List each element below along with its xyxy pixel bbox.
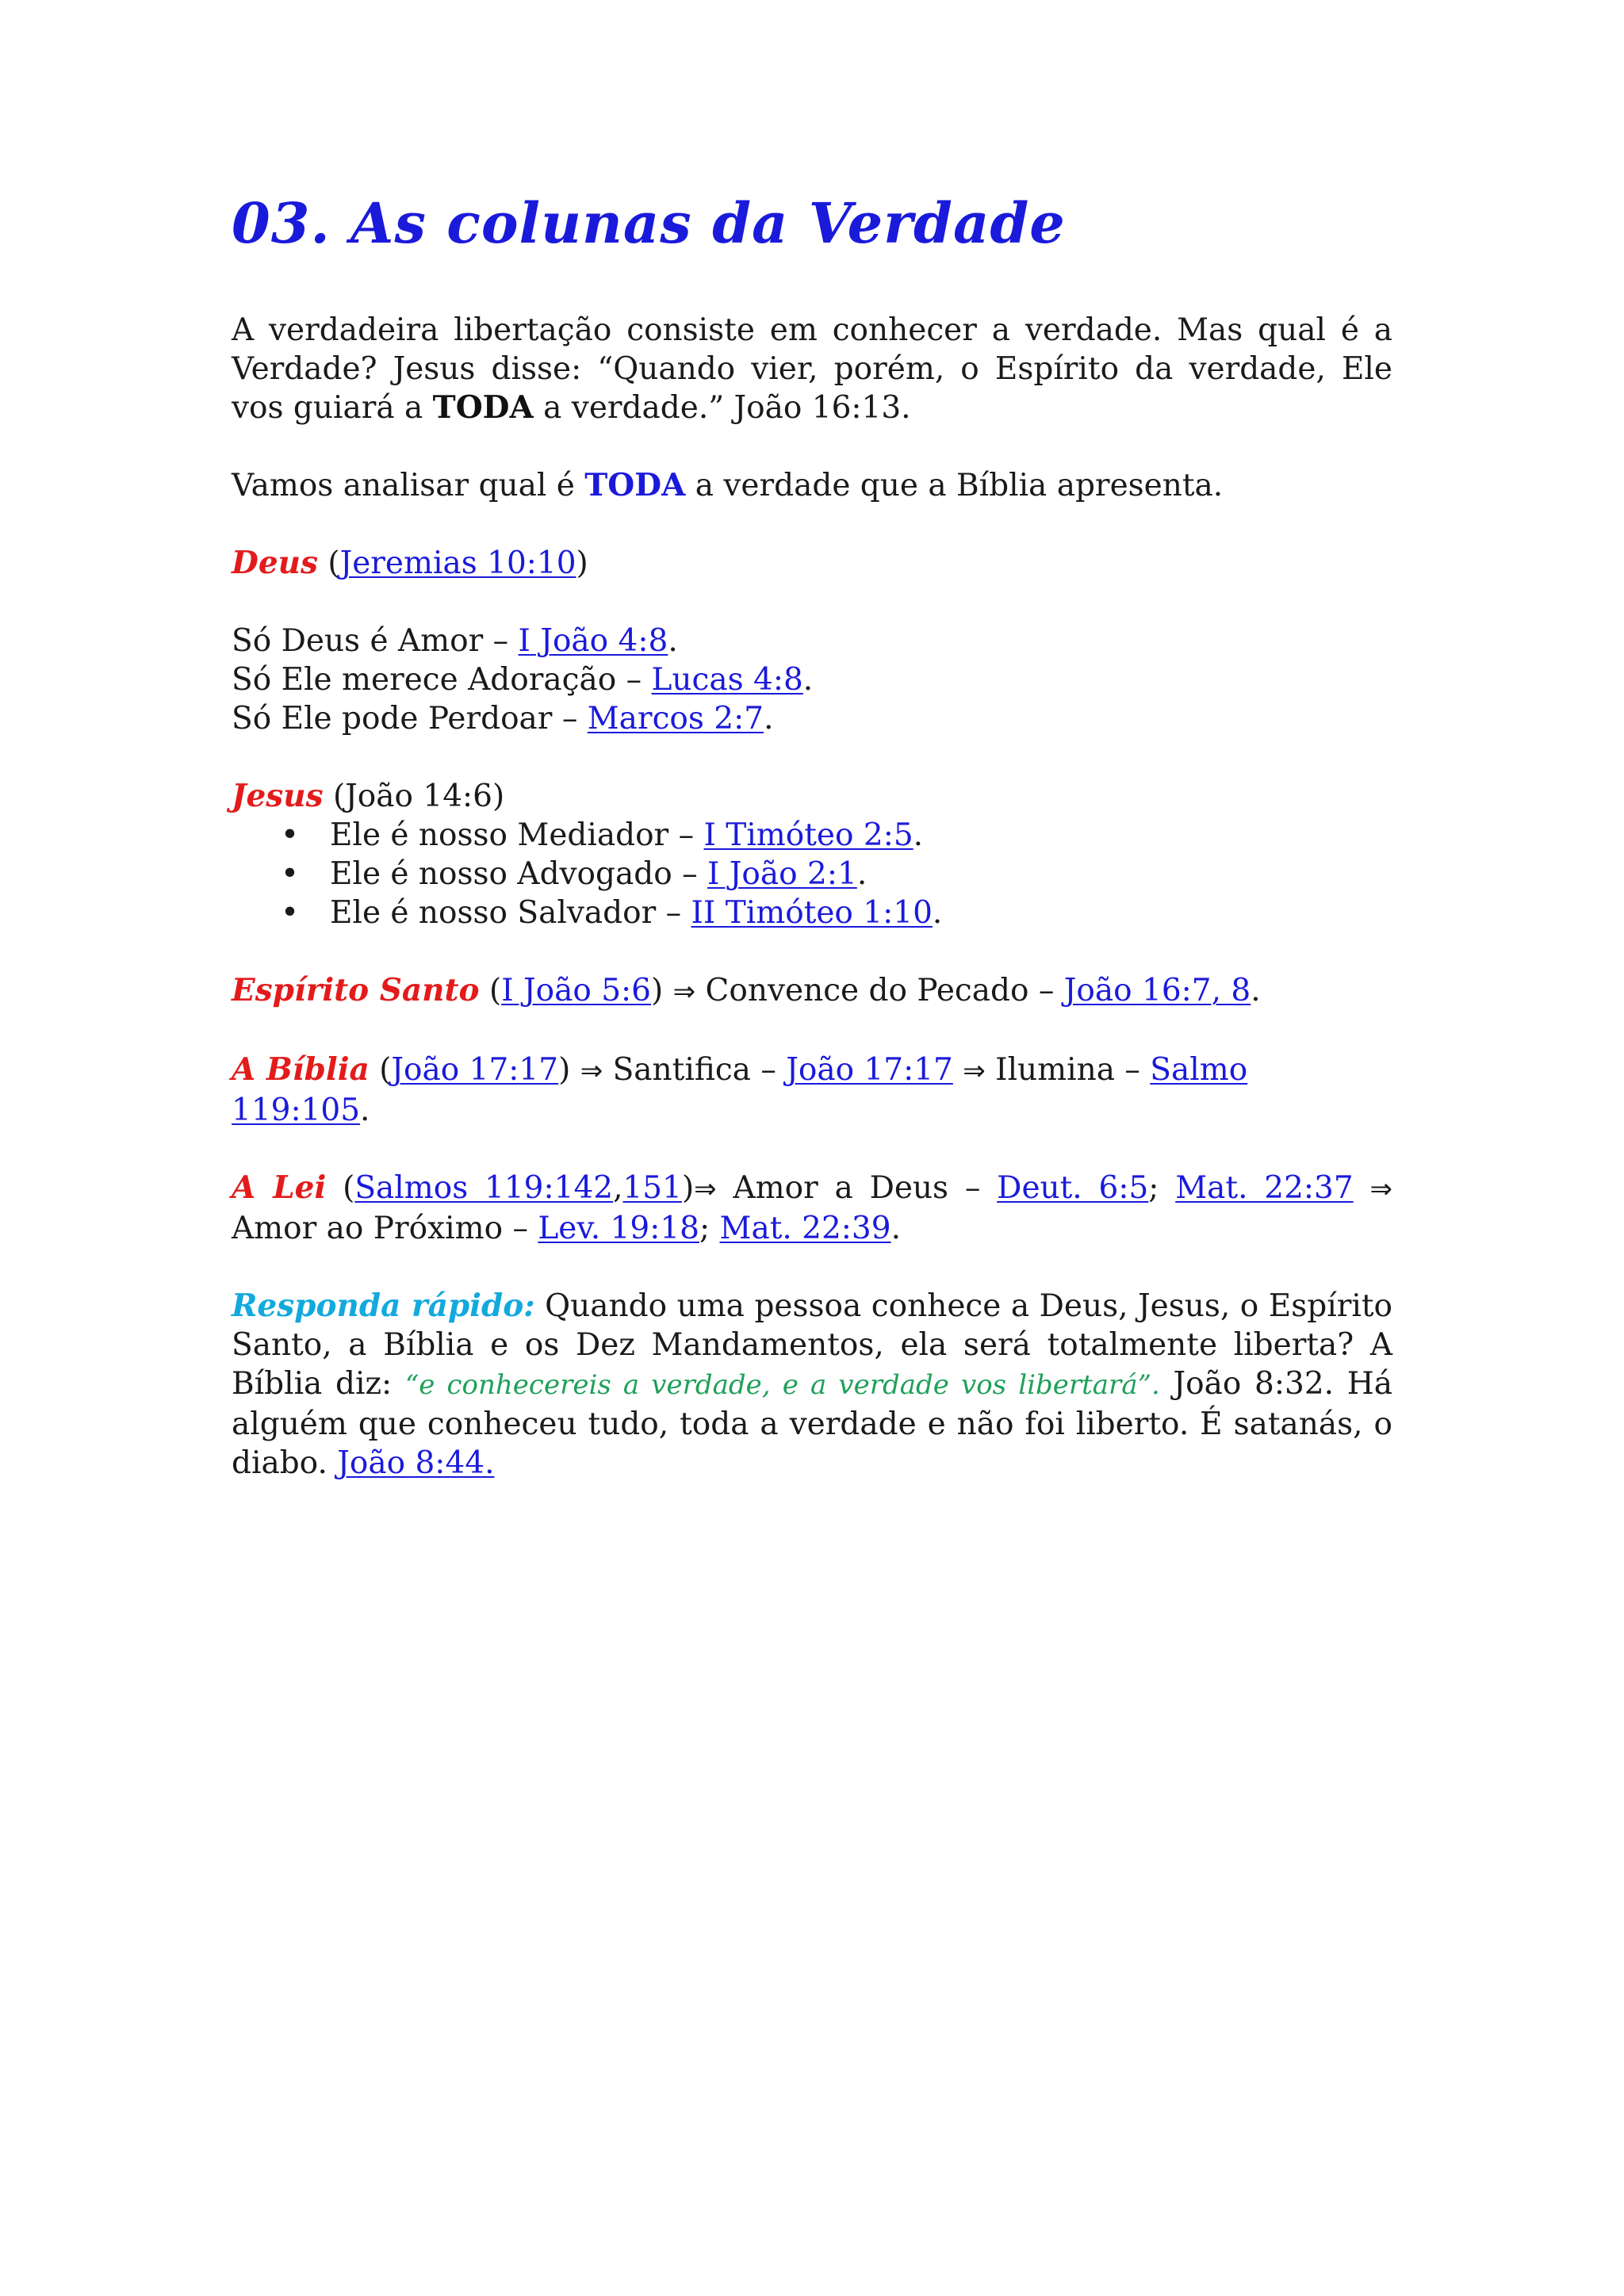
intro-paragraph bbox=[232, 311, 1392, 427]
list-item-end: . bbox=[932, 895, 943, 931]
deus-line bbox=[232, 699, 1392, 738]
lei-ref-a-link[interactable]: Salmos 119:142 bbox=[354, 1170, 614, 1206]
espirito-end: . bbox=[1251, 973, 1261, 1008]
biblia-text-1: Santifica – bbox=[603, 1052, 787, 1088]
page-title: 03. As colunas da Verdade bbox=[232, 190, 1066, 256]
biblia-ref2-link[interactable]: João 17:17 bbox=[786, 1052, 953, 1088]
list-item-link[interactable]: I Timóteo 2:5 bbox=[703, 817, 914, 853]
implies-arrow-icon: ⇒ bbox=[580, 1055, 603, 1087]
deus-line-text: Só Ele merece Adoração – bbox=[232, 662, 652, 698]
biblia-label: A Bíblia bbox=[232, 1051, 370, 1088]
espirito-ref-link[interactable]: I João 5:6 bbox=[501, 973, 651, 1008]
deus-line-text: Só Deus é Amor – bbox=[232, 623, 519, 659]
jesus-list bbox=[232, 816, 1392, 932]
bullet-icon: • bbox=[281, 895, 300, 931]
deus-line-text: Só Ele pode Perdoar – bbox=[232, 701, 588, 737]
list-item bbox=[232, 894, 1392, 932]
implies-arrow-icon: ⇒ bbox=[963, 1055, 986, 1087]
implies-arrow-icon: ⇒ bbox=[672, 976, 696, 1008]
responda-text-2: João 8:32. Há alguém que conheceu tudo, toda a verdade e não foi liberto. É satanás, o diabo. bbox=[232, 1366, 1393, 1481]
lei-ref5-link[interactable]: Mat. 22:39 bbox=[719, 1211, 891, 1246]
deus-line-end: . bbox=[668, 623, 678, 659]
lei-label: A Lei bbox=[232, 1169, 327, 1206]
list-item bbox=[232, 855, 1392, 894]
responda-paragraph bbox=[232, 1287, 1392, 1483]
lei-ref4-link[interactable]: Lev. 19:18 bbox=[538, 1211, 699, 1246]
responda-quote: “e conhecereis a verdade, e a verdade vos libertará”. bbox=[404, 1369, 1160, 1401]
deus-ref-link[interactable]: Jeremias 10:10 bbox=[339, 545, 576, 581]
lei-text-1: Amor a Deus – bbox=[716, 1170, 998, 1206]
jesus-label: Jesus bbox=[232, 778, 324, 814]
biblia-paragraph: A Bíblia (João 17:17) ⇒ Santifica – João 17:17 ⇒ Ilumina – Salmo 119:105. bbox=[232, 1051, 1248, 1128]
jesus-ref: (João 14:6) bbox=[332, 779, 505, 814]
bullet-icon: • bbox=[281, 856, 300, 892]
deus-line-link[interactable]: Lucas 4:8 bbox=[651, 662, 803, 698]
list-item-end: . bbox=[856, 856, 868, 892]
lei-ref3-link[interactable]: Mat. 22:37 bbox=[1175, 1170, 1354, 1206]
list-item-text: Ele é nosso Mediador – bbox=[330, 817, 704, 853]
deus-line bbox=[232, 622, 1392, 660]
espirito-label: Espírito Santo bbox=[232, 972, 480, 1008]
analyze-before: Vamos analisar qual é bbox=[232, 468, 585, 503]
responda-ref-link[interactable]: João 8:44. bbox=[337, 1445, 495, 1481]
deus-line-end: . bbox=[764, 701, 774, 737]
intro-text-2: a verdade.” João 16:13. bbox=[533, 390, 911, 426]
deus-line-link[interactable]: I João 4:8 bbox=[518, 623, 668, 659]
biblia-ref-link[interactable]: João 17:17 bbox=[391, 1052, 559, 1088]
list-item-text: Ele é nosso Advogado – bbox=[330, 856, 707, 892]
lei-ref-b-link[interactable]: 151 bbox=[622, 1170, 682, 1206]
jesus-heading bbox=[232, 777, 1392, 816]
list-item-text: Ele é nosso Salvador – bbox=[330, 895, 691, 931]
document-content bbox=[232, 184, 1392, 1483]
list-item-link[interactable]: II Timóteo 1:10 bbox=[691, 895, 933, 931]
lei-paragraph: A Lei (Salmos 119:142,151)⇒ Amor a Deus – Deut. 6:5; Mat. 22:37 ⇒ Amor ao Próximo – Lev. 19:18; Mat. 22:39. bbox=[232, 1169, 1392, 1246]
implies-arrow-icon: ⇒ bbox=[694, 1173, 717, 1205]
analyze-bold: TODA bbox=[584, 467, 686, 503]
deus-label: Deus bbox=[232, 545, 318, 581]
responda-text-1: Quando uma pessoa conhece a Deus, Jesus, o Espírito Santo, a Bíblia e os Dez Mandamentos, ela será totalmente liberta? A Bíblia diz: bbox=[232, 1288, 1392, 1402]
lei-text-2: Amor ao Próximo – bbox=[232, 1211, 538, 1246]
biblia-ref3-link[interactable]: Salmo 119:105 bbox=[232, 1052, 1248, 1128]
espirito-text: Convence do Pecado – bbox=[695, 973, 1064, 1008]
bullet-icon: • bbox=[281, 817, 300, 853]
deus-line bbox=[232, 660, 1392, 699]
analyze-paragraph bbox=[232, 466, 1392, 505]
list-item-link[interactable]: I João 2:1 bbox=[707, 856, 857, 892]
implies-arrow-icon: ⇒ bbox=[1369, 1173, 1392, 1205]
list-item bbox=[232, 816, 1392, 855]
deus-line-end: . bbox=[802, 662, 814, 698]
espirito-ref2-link[interactable]: João 16:7, 8 bbox=[1063, 973, 1251, 1008]
lei-ref2-link[interactable]: Deut. 6:5 bbox=[997, 1170, 1149, 1206]
deus-lines bbox=[232, 622, 1392, 738]
espirito-paragraph: Espírito Santo (I João 5:6) ⇒ Convence do Pecado – João 16:7, 8. bbox=[232, 972, 1261, 1008]
intro-bold: TODA bbox=[432, 389, 534, 426]
responda-label: Responda rápido: bbox=[232, 1288, 535, 1324]
biblia-end: . bbox=[360, 1093, 370, 1128]
deus-heading: Deus (Jeremias 10:10) bbox=[232, 545, 588, 581]
deus-line-link[interactable]: Marcos 2:7 bbox=[587, 701, 764, 737]
list-item-end: . bbox=[913, 817, 924, 853]
analyze-after: a verdade que a Bíblia apresenta. bbox=[685, 468, 1224, 503]
intro-text-1: A verdadeira libertação consiste em conhecer a verdade. Mas qual é a Verdade? Jesus disse: “Quando vier, porém, o Espírito da verdade, Ele vos guiará a bbox=[232, 312, 1392, 426]
lei-end: . bbox=[891, 1211, 901, 1246]
biblia-text-2: Ilumina – bbox=[985, 1052, 1151, 1088]
